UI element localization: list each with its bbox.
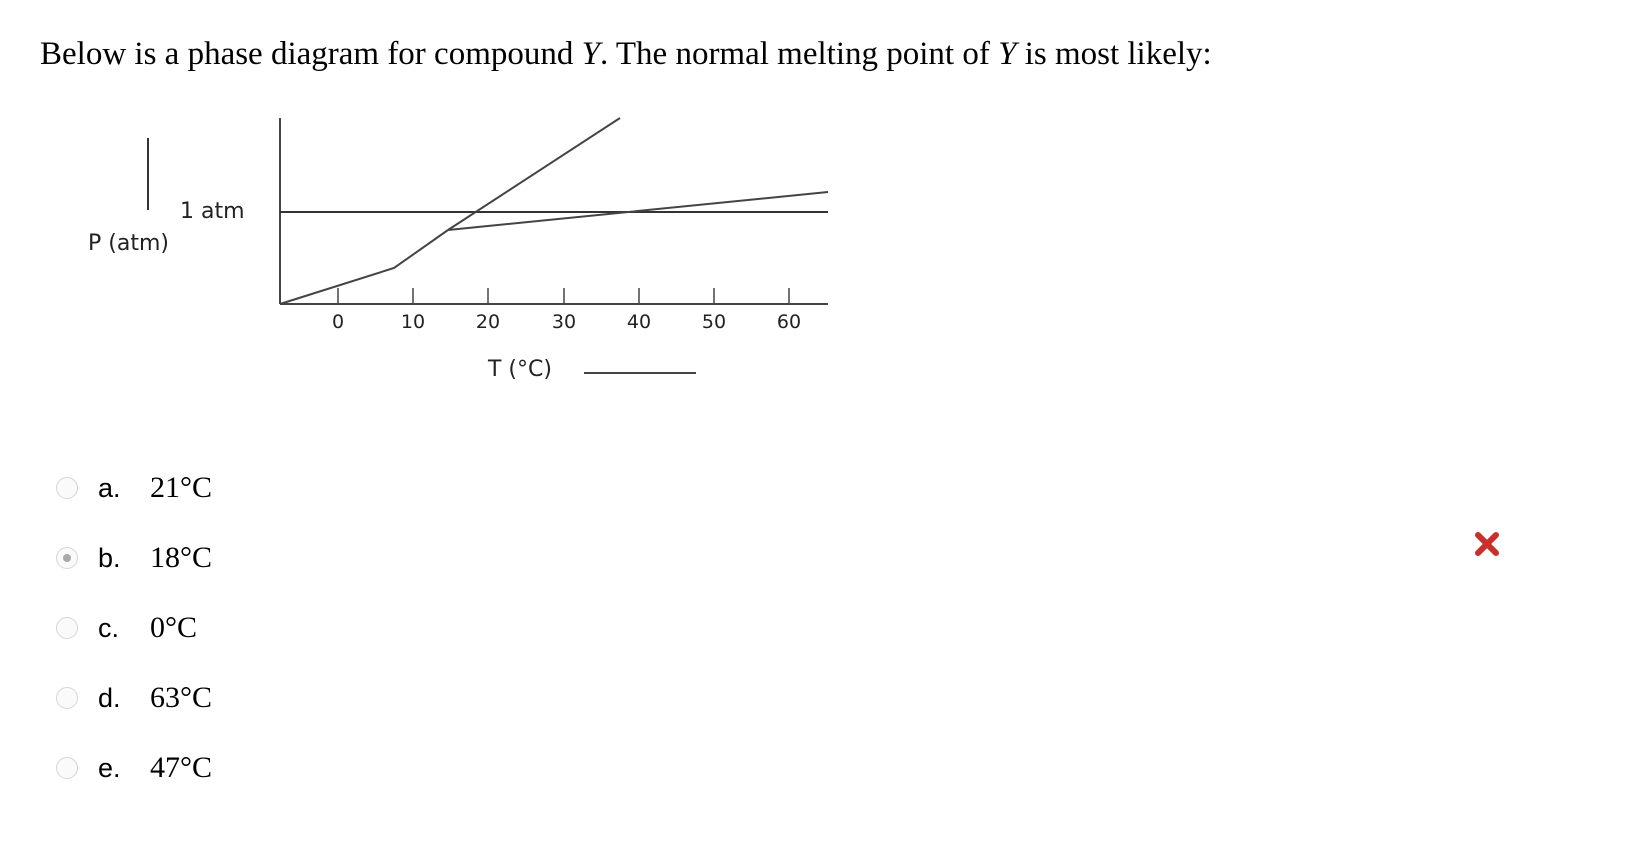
option-text: 47°C	[150, 751, 213, 784]
option-b[interactable]	[56, 540, 456, 576]
x-axis-label: T (°C)	[488, 357, 552, 382]
x-mark-svg	[1470, 527, 1504, 561]
option-text: 21°C	[150, 471, 213, 504]
option-text: 63°C	[150, 681, 213, 714]
x-tick-label: 30	[551, 311, 577, 333]
question-text	[40, 32, 1212, 76]
radio-button[interactable]	[56, 687, 78, 709]
y-axis-label: P (atm)	[88, 231, 169, 256]
pressure-label: 1 atm	[180, 199, 245, 224]
melting-curve	[448, 118, 620, 230]
x-tick-label: 10	[400, 311, 426, 333]
x-tick-label: 0	[331, 311, 345, 333]
radio-button[interactable]	[56, 477, 78, 499]
option-letter: e.	[98, 752, 121, 783]
x-tick-label: 60	[776, 311, 802, 333]
x-tick-label: 20	[475, 311, 501, 333]
compound-name: Y	[581, 36, 600, 72]
x-tick-marks	[338, 288, 789, 304]
question-suffix: is most likely:	[1016, 36, 1212, 72]
sublimation-curve	[280, 230, 448, 304]
option-d[interactable]	[56, 680, 456, 716]
x-tick-labels	[332, 311, 801, 333]
radio-button[interactable]	[56, 617, 78, 639]
phase-diagram	[80, 110, 910, 410]
phase-diagram-svg	[80, 110, 910, 410]
option-letter: a.	[98, 472, 121, 503]
option-a[interactable]	[56, 470, 456, 506]
radio-button[interactable]	[56, 757, 78, 779]
question-prefix: Below is a phase diagram for compound	[40, 36, 582, 72]
option-text: 0°C	[150, 611, 198, 644]
option-letter: b.	[98, 542, 121, 573]
option-c[interactable]	[56, 610, 456, 646]
option-letter: c.	[98, 612, 120, 643]
x-tick-label: 40	[626, 311, 652, 333]
x-tick-label: 50	[701, 311, 727, 333]
x-mark-icon	[1470, 527, 1504, 561]
question-middle: . The normal melting point of	[599, 36, 999, 72]
option-letter: d.	[98, 682, 121, 713]
radio-button-selected[interactable]	[56, 547, 78, 569]
compound-name-2: Y	[998, 36, 1017, 72]
option-text: 18°C	[150, 541, 213, 574]
option-e[interactable]	[56, 750, 456, 786]
